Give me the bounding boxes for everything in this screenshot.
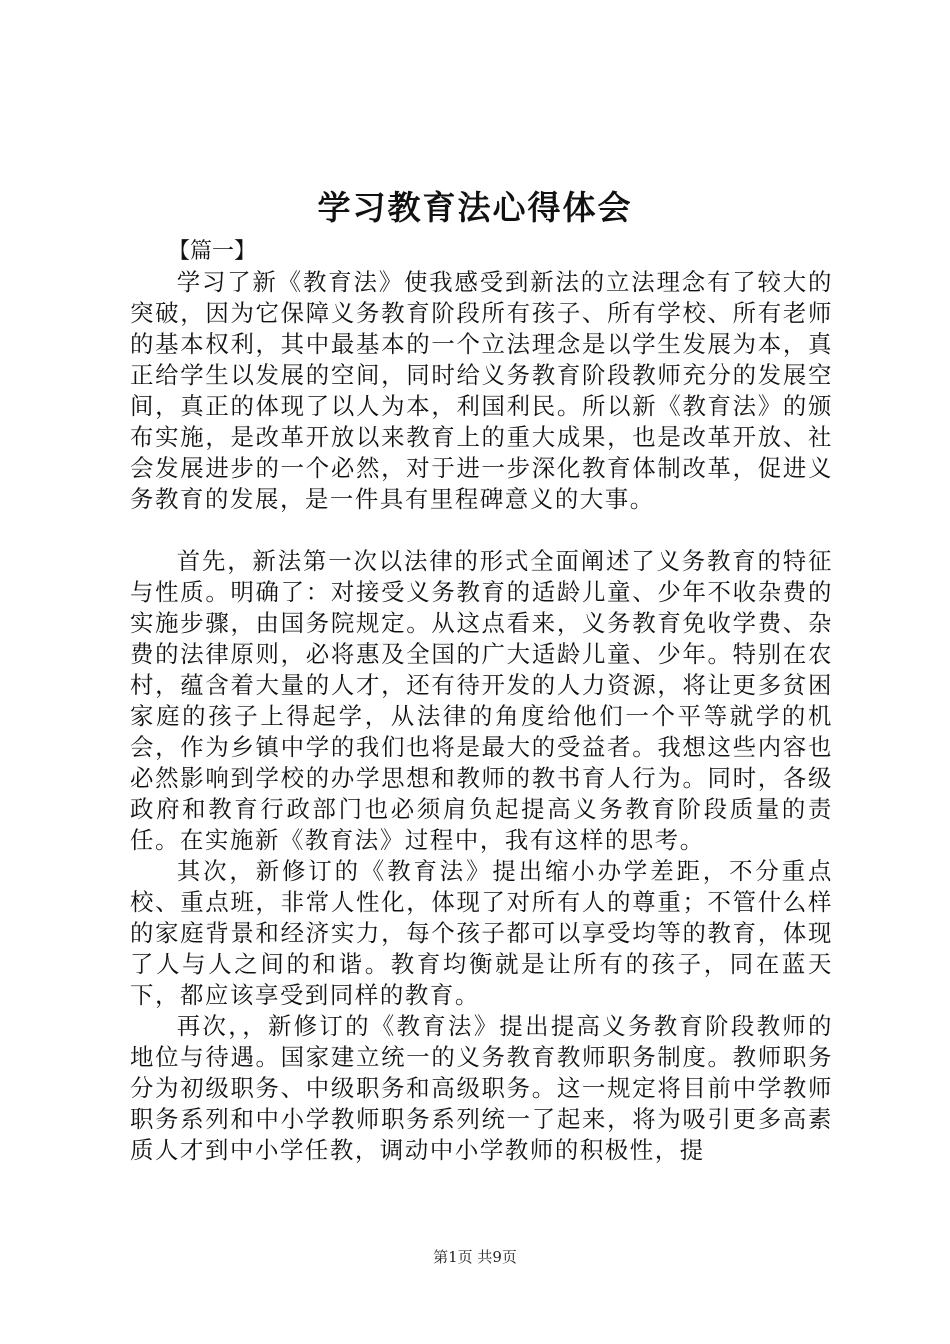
document-title: 学习教育法心得体会: [317, 188, 633, 227]
paragraph-2: 首先，新法第一次以法律的形式全面阐述了义务教育的特征与性质。明确了：对接受义务教育的适龄儿童、少年不收杂费的实施步骤，由国务院规定。从这点看来，义务教育免收学费、杂费的法律原则，必将惠及全国的广大适龄儿童、少年。特别在农村，蕴含着大量的人才，还有待开发的人力资源，将让更多贫困家庭的孩子上得起学，从法律的角度给他们一个平等就学的机会，作为乡镇中学的我们也将是最大的受益者。我想这些内容也必然影响到学校的办学思想和教师的教书育人行为。同时，各级政府和教育行政部门也必须肩负起提高义务教育阶段质量的责任。在实施新《教育法》过程中，我有这样的思考。: [130, 547, 833, 854]
paragraph-4: 再次，，新修订的《教育法》提出提高义务教育阶段教师的地位与待遇。国家建立统一的义务教育教师职务制度。教师职务分为初级职务、中级职务和高级职务。这一规定将目前中学教师职务系列和中小学教师职务系列统一了起来，将为吸引更多高素质人才到中小学任教，调动中小学教师的积极性，提: [130, 1012, 833, 1164]
page-footer: 第1页 共9页: [433, 1248, 517, 1266]
paragraph-1: 学习了新《教育法》使我感受到新法的立法理念有了较大的突破，因为它保障义务教育阶段所有孩子、所有学校、所有老师的基本权利，其中最基本的一个立法理念是以学生发展为本，真正给学生以发展的空间，同时给义务教育阶段教师充分的发展空间，真正的体现了以人为本，利国利民。所以新《教育法》的颁布实施，是改革开放以来教育上的重大成果，也是改革开放、社会发展进步的一个必然，对于进一步深化教育体制改革，促进义务教育的发展，是一件具有里程碑意义的大事。: [130, 268, 833, 513]
paragraph-3: 其次，新修订的《教育法》提出缩小办学差距，不分重点校、重点班，非常人性化，体现了对所有人的尊重；不管什么样的家庭背景和经济实力，每个孩子都可以享受均等的教育，体现了人与人之间的和谐。教育均衡就是让所有的孩子，同在蓝天下，都应该享受到同样的教育。: [130, 857, 833, 1009]
document-body: [130, 267, 833, 1166]
section-label: 【篇一】: [168, 239, 257, 264]
